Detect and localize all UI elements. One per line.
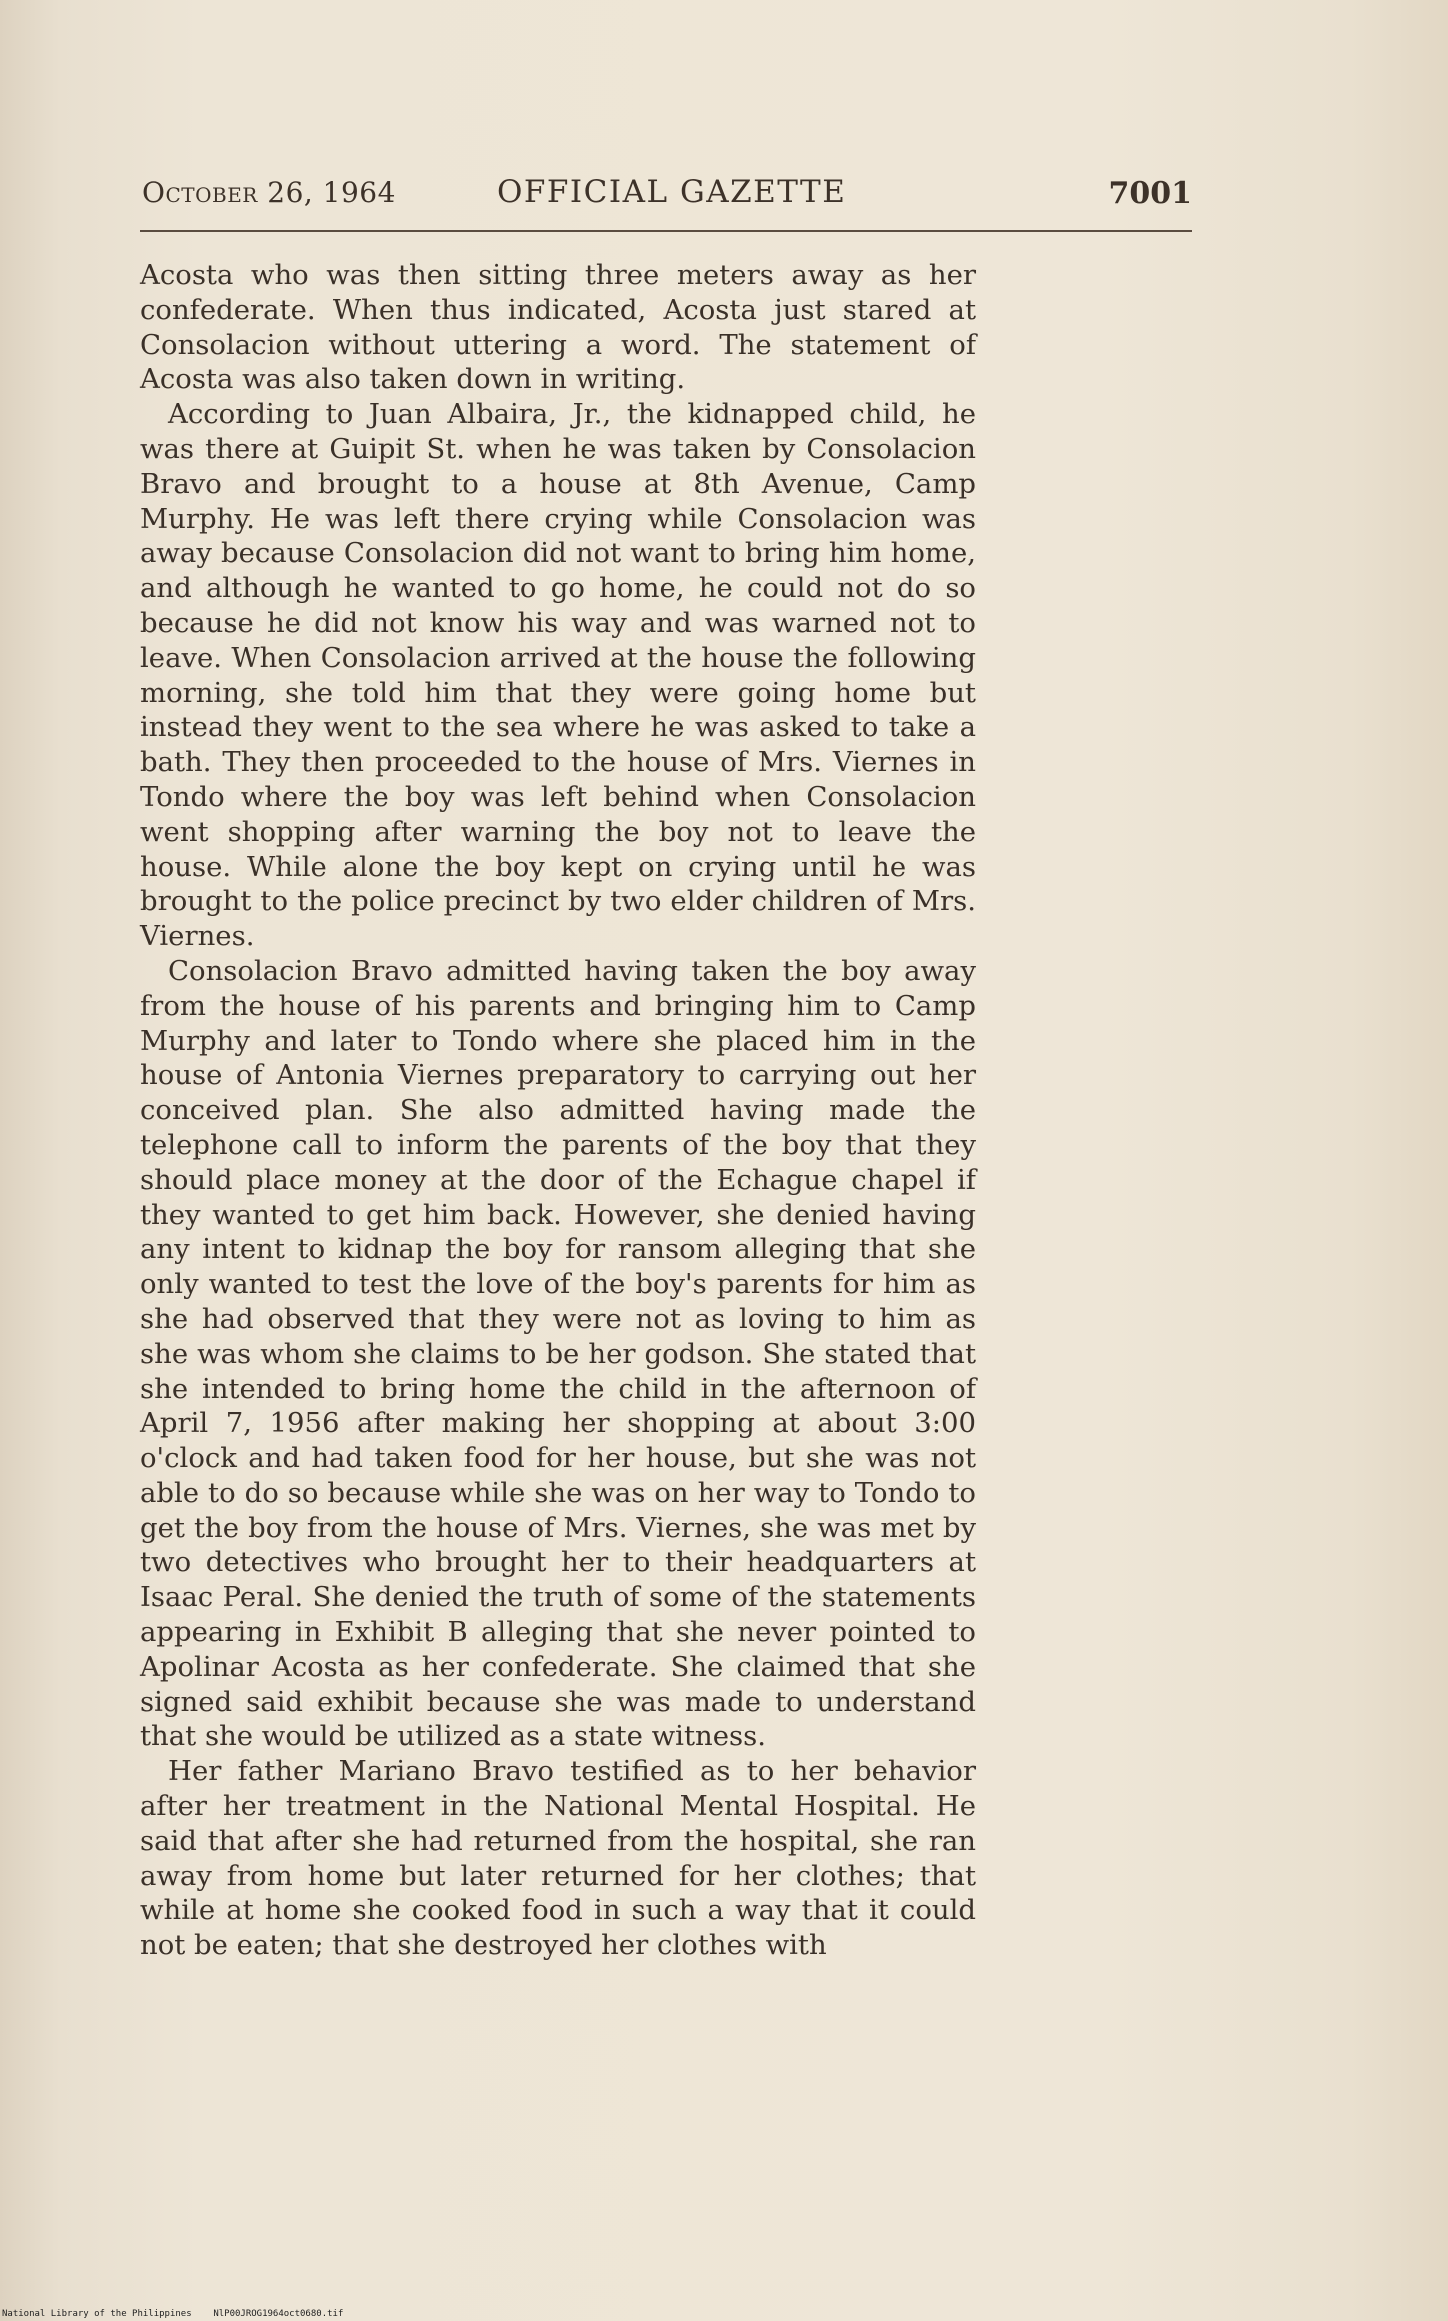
paragraph-1: Acosta who was then sitting three meters away as her confederate. When thus indicated, Acosta just stared at Consolacion without uttering a word. The statement of Acosta was also taken down in writing. — [140, 259, 976, 396]
scan-footer: National Library of the Philippines NlP00JROG1964oct0680.tif — [2, 2309, 344, 2319]
paragraph-4: Her father Mariano Bravo testified as to her behavior after her treatment in the National Mental Hospital. He said that after she had returned from the hospital, she ran away from home but later returned for her clothes; that while at home she cooked food in such a way that it could not be eaten; that she destroyed her clothes with — [140, 1755, 976, 1962]
publication-title: OFFICIAL GAZETTE — [497, 174, 847, 210]
article-body — [140, 258, 976, 1963]
page-number: 7001 — [1108, 176, 1192, 211]
issue-date: October 26, 1964 — [142, 176, 396, 209]
page-header — [142, 176, 1192, 216]
paragraph-2: According to Juan Albaira, Jr., the kidnapped child, he was there at Guipit St. when he was taken by Consolacion Bravo and brought to a house at 8th Avenue, Camp Murphy. He was left there crying while Consolacion was away because Consolacion did not want to bring him home, and although he wanted to go home, he could not do so because he did not know his way and was warned not to leave. When Consolacion arrived at the house the following morning, she told him that they were going home but instead they went to the sea where he was asked to take a bath. They then proceeded to the house of Mrs. Viernes in Tondo where the boy was left behind when Consolacion went shopping after warning the boy not to leave the house. While alone the boy kept on crying until he was brought to the police precinct by two elder children of Mrs. Viernes. — [140, 398, 976, 953]
paragraph-3: Consolacion Bravo admitted having taken the boy away from the house of his parents and bringing him to Camp Murphy and later to Tondo where she placed him in the house of Antonia Viernes preparatory to carrying out her conceived plan. She also admitted having made the telephone call to inform the parents of the boy that they should place money at the door of the Echague chapel if they wanted to get him back. However, she denied having any intent to kidnap the boy for ransom alleging that she only wanted to test the love of the boy's parents for him as she had observed that they were not as loving to him as she was whom she claims to be her godson. She stated that she intended to bring home the child in the afternoon of April 7, 1956 after making her shopping at about 3:00 o'clock and had taken food for her house, but she was not able to do so because while she was on her way to Tondo to get the boy from the house of Mrs. Viernes, she was met by two detectives who brought her to their headquarters at Isaac Peral. She denied the truth of some of the statements appearing in Exhibit B alleging that she never pointed to Apolinar Acosta as her confederate. She claimed that she signed said exhibit because she was made to understand that she would be utilized as a state witness. — [140, 954, 976, 1753]
header-rule — [140, 230, 1192, 232]
